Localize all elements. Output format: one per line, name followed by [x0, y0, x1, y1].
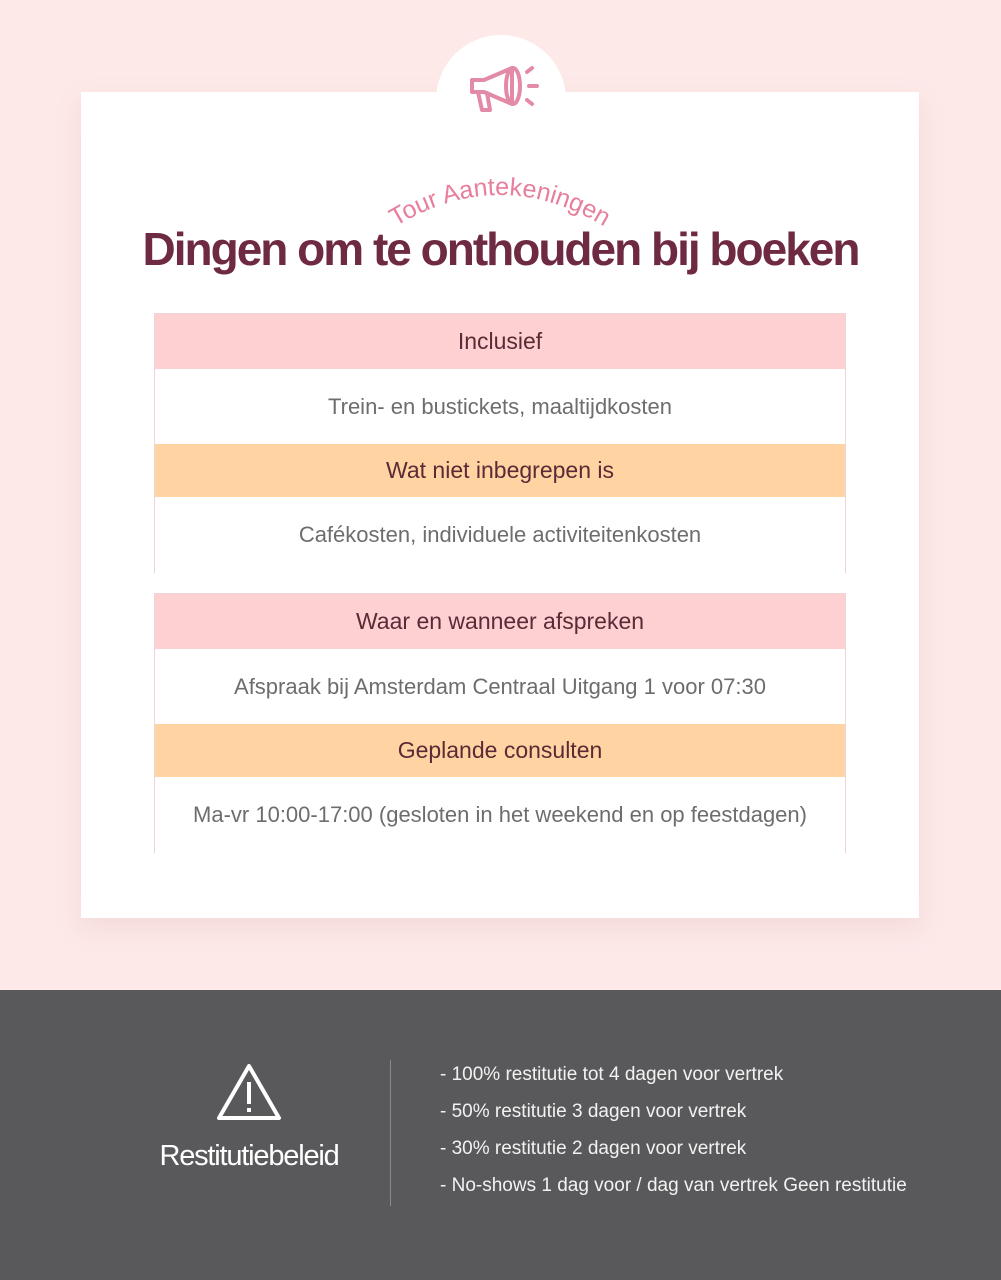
subtitle-text: Tour Aantekeningen [384, 172, 616, 232]
table-cell-meeting-point: Afspraak bij Amsterdam Centraal Uitgang 1 voor 07:30 [155, 649, 845, 724]
table-cell-included: Trein- en bustickets, maaltijdkosten [155, 369, 845, 444]
page-title: Dingen om te onthouden bij boeken [142, 223, 859, 275]
table-header-not-included: Wat niet inbegrepen is [155, 444, 845, 497]
refund-policy-item: - No-shows 1 dag voor / dag van vertrek Geen restitutie [440, 1175, 907, 1196]
table-header-meeting-point: Waar en wanneer afspreken [155, 594, 845, 649]
table-header-consultations: Geplande consulten [155, 724, 845, 777]
refund-policy-title: Restitutiebeleid [159, 1140, 339, 1172]
footer-divider [390, 1060, 391, 1206]
info-table-1 [154, 313, 846, 573]
megaphone-icon [468, 60, 542, 120]
table-cell-not-included: Cafékosten, individuele activiteitenkosten [155, 497, 845, 573]
table-header-included: Inclusief [155, 314, 845, 369]
info-table-2 [154, 593, 846, 853]
refund-policy-list [440, 1060, 980, 1208]
refund-policy-item: - 50% restitutie 3 dagen voor vertrek [440, 1101, 747, 1122]
refund-policy-item: - 100% restitutie tot 4 dagen voor vertrek [440, 1064, 784, 1085]
table-cell-consultations: Ma-vr 10:00-17:00 (gesloten in het weekend en op feestdagen) [155, 777, 845, 853]
refund-policy-item: - 30% restitutie 2 dagen voor vertrek [440, 1138, 747, 1159]
warning-icon [215, 1062, 283, 1122]
